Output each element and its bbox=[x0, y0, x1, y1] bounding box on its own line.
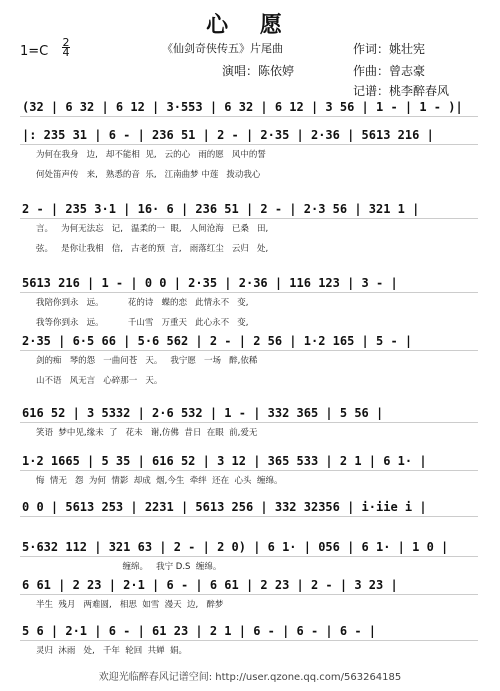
lyric-line: 我陪你到永 远。 花的诗 蝶的恋 此情永不 变, bbox=[36, 298, 249, 308]
beam-line bbox=[20, 116, 478, 117]
meter-top: 2 bbox=[62, 36, 70, 49]
score-notes-row: |: 235 31 | 6 - | 236 51 | 2 - | 2·35 | 2·36 | 5613 216 | bbox=[22, 128, 434, 142]
lyric-line: 剑的痴 琴的怨 一曲问苍 天。 我宁愿 一场 醉,依稀 bbox=[36, 356, 258, 366]
beam-line bbox=[20, 556, 478, 557]
beam-line bbox=[20, 640, 478, 641]
beam-line bbox=[20, 516, 478, 517]
footer-note: 欢迎光临醉春风记谱空间: http://user.qzone.qq.com/563264185 bbox=[98, 672, 402, 683]
lyric-line: 缠绵。 我宁 D.S 缠绵。 bbox=[36, 562, 222, 572]
meter-bottom: 4 bbox=[62, 46, 70, 59]
score-notes-row: 5613 216 | 1 - | 0 0 | 2·35 | 2·36 | 116 123 | 3 - | bbox=[22, 276, 398, 290]
beam-line bbox=[20, 218, 478, 219]
lyric-line: 山不语 风无言 心碎那一 天。 bbox=[36, 376, 163, 386]
lyric-line: 悔 情无 怨 为何 情影 却成 烟,今生 牵绊 还在 心头 缠绵。 bbox=[36, 476, 283, 486]
time-signature bbox=[62, 38, 70, 57]
score-notes-row: 1·2 1665 | 5 35 | 616 52 | 3 12 | 365 533 | 2 1 | 6 1· | bbox=[22, 454, 427, 468]
lyric-line: 为何在我身 边, 却不能相 见, 云的心 雨的愿 风中的誓 bbox=[36, 150, 266, 160]
lyric-line: 何处笛声传 来, 熟悉的音 乐, 江南曲梦 中莲 拨动我心 bbox=[36, 170, 261, 180]
score-notes-row: 2 - | 235 3·1 | 16· 6 | 236 51 | 2 - | 2·3 56 | 321 1 | bbox=[22, 202, 420, 216]
score-notes-row: 0 0 | 5613 253 | 2231 | 5613 256 | 332 32356 | i·iie i | bbox=[22, 500, 427, 514]
score-notes-row: (32 | 6 32 | 6 12 | 3·553 | 6 32 | 6 12 | 3 56 | 1 - | 1 - )| bbox=[22, 100, 463, 114]
singer: 演唱：陈依婷 bbox=[222, 64, 295, 78]
beam-line bbox=[20, 470, 478, 471]
score-notes-row: 6 61 | 2 23 | 2·1 | 6 - | 6 61 | 2 23 | 2 - | 3 23 | bbox=[22, 578, 398, 592]
beam-line bbox=[20, 350, 478, 351]
score-notes-row: 616 52 | 3 5332 | 2·6 532 | 1 - | 332 365 | 5 56 | bbox=[22, 406, 384, 420]
beam-line bbox=[20, 292, 478, 293]
score-notes-row: 5·632 112 | 321 63 | 2 - | 2 0) | 6 1· | 056 | 6 1· | 1 0 | bbox=[22, 540, 449, 554]
beam-line bbox=[20, 422, 478, 423]
score-notes-row: 5 6 | 2·1 | 6 - | 61 23 | 2 1 | 6 - | 6 - | 6 - | bbox=[22, 624, 377, 638]
beam-line bbox=[20, 594, 478, 595]
score-notes-row: 2·35 | 6·5 66 | 5·6 562 | 2 - | 2 56 | 1·2 165 | 5 - | bbox=[22, 334, 413, 348]
lyric-line: 半生 残月 两难圆, 相思 如雪 漫天 边, 醉梦 bbox=[36, 600, 224, 610]
lyricist: 作词：姚壮宪 bbox=[353, 42, 426, 56]
key-signature: 1=C bbox=[20, 44, 49, 59]
lyric-line: 笑语 梦中见,缘未 了 花未 谢,仿佛 昔日 在眼 前,爱无 bbox=[36, 428, 258, 438]
song-source: 《仙剑奇侠传五》片尾曲 bbox=[162, 42, 283, 55]
beam-line bbox=[20, 144, 478, 145]
lyric-line: 灵归 沐雨 处, 千年 轮回 共婵 娟。 bbox=[36, 646, 188, 656]
lyric-line: 弦。 是你让我相 信, 古老的预 言, 雨落红尘 云归 处, bbox=[36, 244, 269, 254]
composer: 作曲：曾志豪 bbox=[353, 64, 426, 78]
lyric-line: 我等你到永 远。 千山雪 万重天 此心永不 变, bbox=[36, 318, 249, 328]
song-title: 心 愿 bbox=[206, 12, 294, 38]
transcriber: 记谱：桃李醉春风 bbox=[353, 84, 450, 98]
lyric-line: 言。 为何无法忘 记, 温柔的一 眼, 人间沧海 已桑 田, bbox=[36, 224, 269, 234]
